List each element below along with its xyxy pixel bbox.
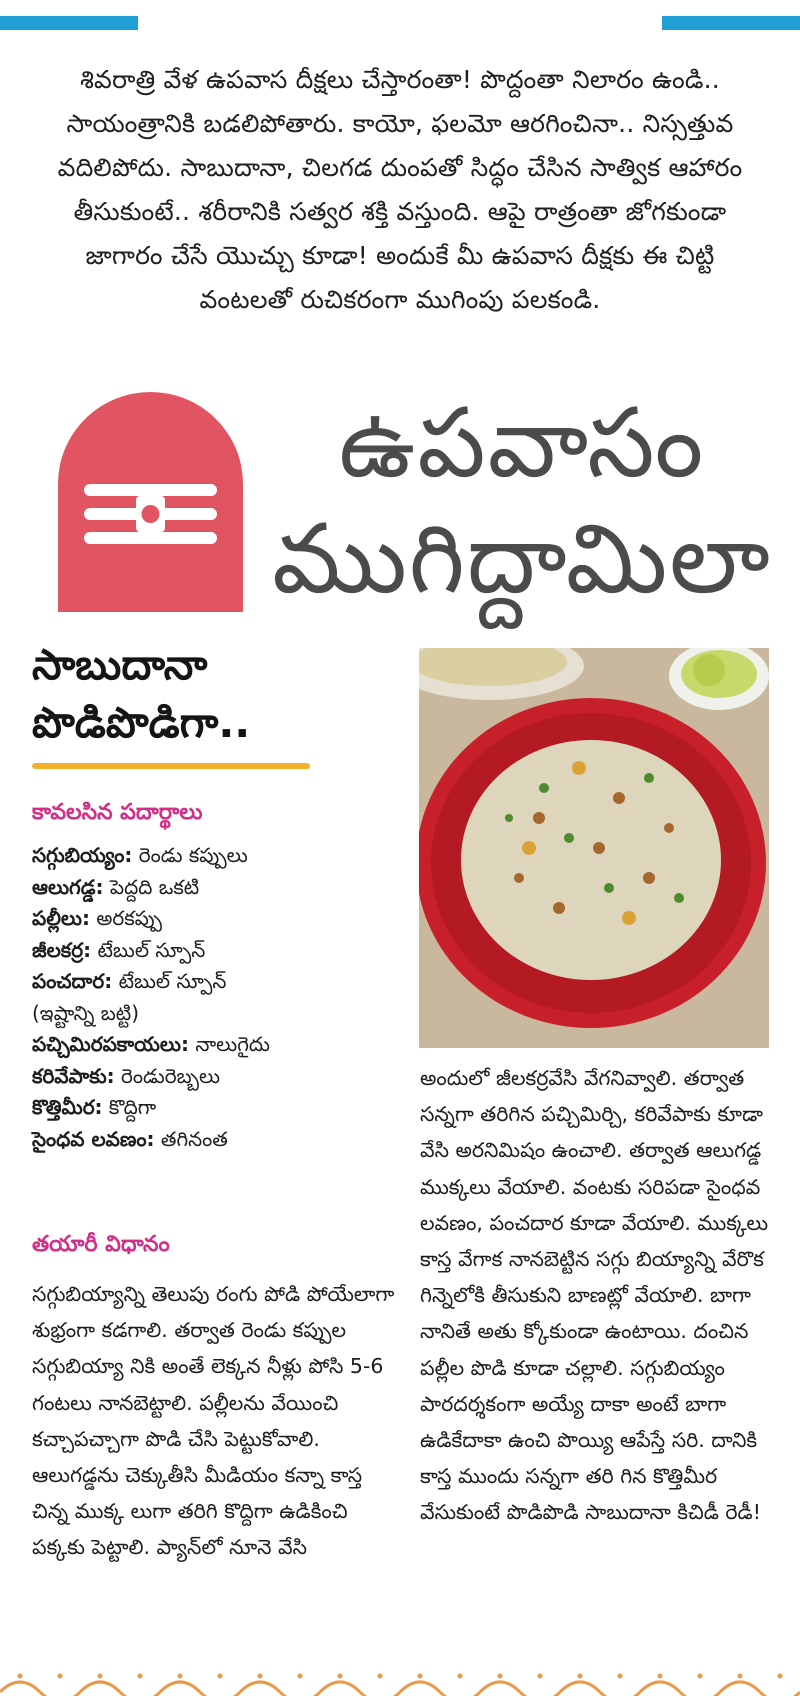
ingredient-item: కరివేపాకు: రెండురెబ్బలు (32, 1063, 221, 1088)
ingredient-item: కొత్తిమీర: కొద్దిగా (32, 1095, 157, 1119)
ingredients-list (32, 840, 402, 1155)
headline (262, 386, 782, 618)
ingredients-heading: కావలసిన పదార్థాలు (32, 800, 203, 825)
ingredient-item: పంచదార: టేబుల్ స్పూన్ (32, 969, 227, 993)
method-text-left-column: సగ్గుబియ్యాన్ని తెలుపు రంగు పోడి పోయేలాగా శుభ్రంగా కడగాలి. తర్వాత రెండు కప్పుల సగ్గుబియ్యా నికి అంతే లెక్కన నీళ్లు పోసి 5-6 గంటలు నానబెట్టాలి. పల్లీలను వేయించి కచ్చాపచ్చాగా పొడి చేసి పెట్టుకోవాలి. ఆలుగడ్డను చెక్కుతీసి మీడియం కన్నా కాస్త చిన్న ముక్క లుగా తరిగి కొద్దిగా ఉడికించి పక్కకు పెట్టాలి. ప్యాన్‌లో నూనె వేసి (32, 1282, 395, 1560)
top-accent-bar-right (662, 16, 800, 30)
intro-paragraph: శివరాత్రి వేళ ఉపవాస దీక్షలు చేస్తారంతా! పొద్దంతా నిలారం ఉండి.. సాయంత్రానికి బడలిపోతారు. కాయో, ఫలమో ఆరగించినా.. నిస్సత్తువ వదిలిపోదు. సాబుదానా, చిలగడ దుంపతో సిద్ధం చేసిన సాత్విక ఆహారం తీసుకుంటే.. శరీరానికి సత్వర శక్తి వస్తుంది. ఆపై రాత్రంతా జోగకుండా జాగారం చేసే యెుచ్చు కూడా! అందుకే మీ ఉపవాస దీక్షకు ఈ చిట్టి వంటలతో రుచికరంగా ముగింపు పలకండి. (57, 65, 743, 314)
ingredient-item: ఆలుగడ్డ: పెద్దది ఒకటి (32, 874, 200, 899)
decorative-bottom-border (0, 1668, 800, 1696)
sabudana-khichdi-plate-photo (419, 648, 769, 1048)
ingredient-item: సైంధవ లవణం: తగినంత (32, 1126, 228, 1151)
headline-line-1: ఉపవాసం (338, 390, 706, 497)
recipe-title-line-2: పొడిపొడిగా.. (32, 698, 251, 747)
shivalinga-tripundra-icon (58, 392, 243, 612)
ingredient-item: పల్లీలు: అరకప్పు (32, 906, 163, 930)
method-text-right-column: అందులో జీలకర్రవేసి వేగనివ్వాలి. తర్వాత సన్నగా తరిగిన పచ్చిమిర్చి, కరివేపాకు కూడా వేసి అరనిమిషం ఉంచాలి. తర్వాత ఆలుగడ్డ ముక్కలు వేయాలి. వంటకు సరిపడా సైంధవ లవణం, పంచదార కూడా వేయాలి. ముక్కలు కాస్త వేగాక నానబెట్టిన సగ్గు బియ్యాన్ని వేరొక గిన్నెలోకి తీసుకుని బాణట్లో వేయాలి. బాగా నానితే అతు క్కోకుండా ఉంటాయి. దంచిన పల్లీల పొడి కూడా చల్లాలి. సగ్గుబియ్యం పారదర్శకంగా అయ్యే దాకా అంటే బాగా ఉడికేదాకా ఉంచి పొయ్యి ఆపేస్తే సరి. దానికి కాస్త ముందు సన్నగా తరి గిన కొత్తిమీర వేసుకుంటే పొడిపొడి సాబుదానా కిచిడీ రెడీ! (420, 1066, 769, 1525)
ingredient-item: పచ్చిమిరపకాయలు: నాలుగైదు (32, 1032, 270, 1056)
top-accent-bar-left (0, 16, 138, 30)
ingredient-item: (ఇష్టాన్ని బట్టి) (32, 1000, 140, 1025)
method-heading: తయారీ విధానం (32, 1232, 170, 1257)
ingredient-item: జీలకర్ర: టేబుల్ స్పూన్ (32, 937, 206, 962)
recipe-title-line-1: సాబుదానా (32, 640, 208, 689)
title-underline (32, 763, 310, 769)
recipe-title (32, 636, 332, 752)
ingredient-item: సగ్గుబియ్యం: రెండు కప్పులు (32, 843, 248, 867)
headline-line-2: ముగిద్దామిలా (272, 506, 772, 613)
